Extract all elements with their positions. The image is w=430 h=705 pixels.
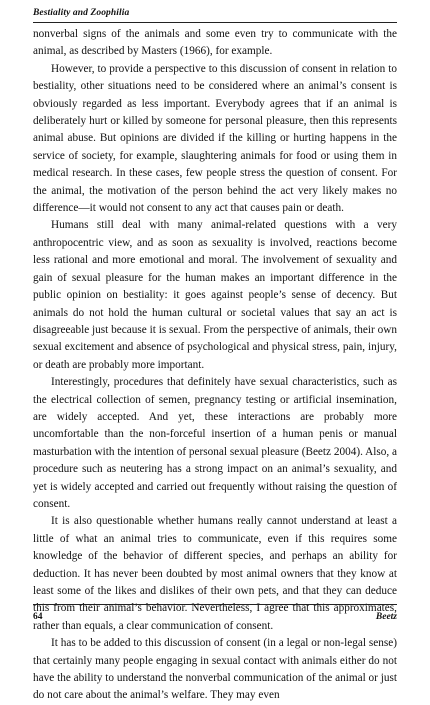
paragraph: It is also questionable whether humans really cannot understand at least a little of what an animal tries to communicate, even if this requires some knowledge of the behavior of different species, and perhaps an ability for deduction. It has never been doubted by most animal owners that they know at least some of the likes and dislikes of their own pets, and that they can deduce this from their animal’s behavior. Nevertheless, I agree that this approximates, rather than equals, a clear communication of consent. [33,515,397,632]
running-head-title: Bestiality and Zoophilia [33,8,130,18]
footer-rule [33,604,397,605]
header-rule [33,22,397,23]
page-number: 64 [33,612,43,622]
running-foot-author: Beetz [375,612,397,622]
paragraph: Interestingly, procedures that definitely have sexual characteristics, such as the electrical collection of semen, pregnancy testing or artificial insemination, are widely accepted. And yet, these interactions are probably more uncomfortable than the non-forceful insertion of a human penis or manual masturbation with the intention of personal sexual pleasure (Beetz 2004). Also, a procedure such as neutering has a strong impact on an animal’s sexuality, and yet is widely accepted and carried out frequently without raising the question of consent. [33,376,397,510]
paragraph: However, to provide a perspective to this discussion of consent in relation to bestiality, other situations need to be considered where an animal’s consent is obviously regarded as less important. Everybody agrees that if an animal is deliberately hurt or killed by someone for personal pleasure, then this represents animal abuse. But opinions are divided if the killing or hurting happens in the service of society, for example, slaughtering animals for food or using them in medical research. In these cases, few people stress the question of consent. For the animal, the motivation of the person behind the act very likely makes no difference—it would not consent to any act that causes pain or death. [33,62,397,215]
paragraph: nonverbal signs of the animals and some even try to communicate with the animal, as described by Masters (1966), for example. [33,28,397,58]
paragraph: It has to be added to this discussion of consent (in a legal or non-legal sense) that certainly many people engaging in sexual contact with animals either do not have the ability to understand the nonverbal communication of the animal or just do not care about the animal’s welfare. They may even [33,637,397,702]
paragraph: Humans still deal with many animal-related questions with a very anthropocentric view, and as soon as sexuality is involved, reactions become less rational and more emotional and moral. The involvement of sexuality and gain of sexual pleasure for the human makes an important difference in the public opinion on bestiality: it goes against people’s sense of decency. But animals do not hold the human cultural or societal values that say an act is disagreeable just because it is sexual. From the perspective of animals, their own sexual excitement and absence of psychological and physical stress, pain, injury, or death are probably more important. [33,219,397,371]
